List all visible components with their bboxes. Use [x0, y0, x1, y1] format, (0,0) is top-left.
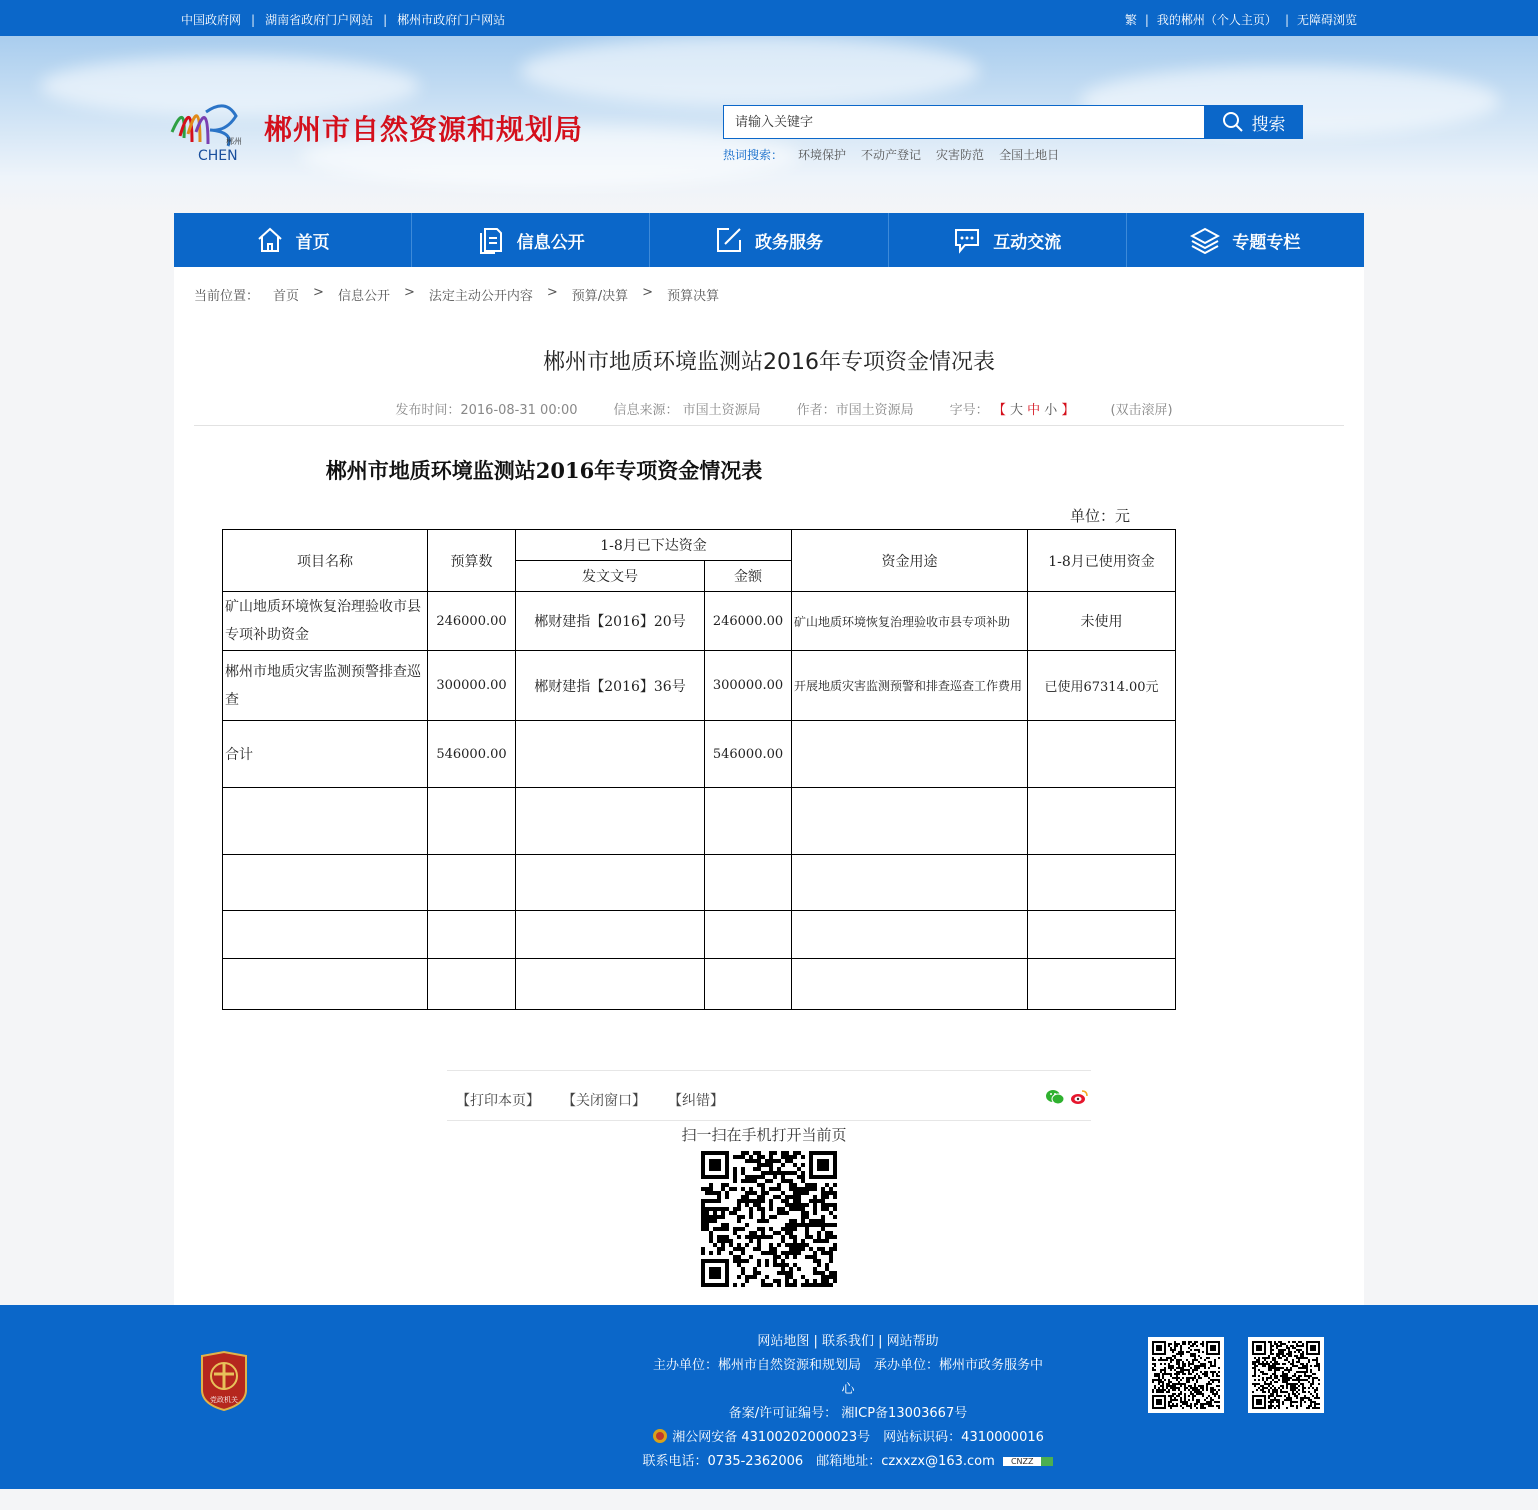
nav-home[interactable]	[174, 213, 412, 267]
table-row	[223, 592, 1176, 651]
breadcrumb-sep: >	[642, 285, 654, 300]
cell-doc-no	[516, 721, 705, 788]
cell-doc-no: 郴财建指【2016】20号	[516, 592, 705, 651]
separator: |	[383, 12, 388, 27]
breadcrumb	[194, 285, 719, 304]
hot-word[interactable]: 环境保护	[798, 148, 847, 162]
nav-services[interactable]	[650, 213, 888, 267]
cell-budget: 300000.00	[428, 651, 516, 721]
chat-icon	[953, 226, 981, 254]
svg-text:CHEN: CHEN	[198, 148, 238, 164]
cell-used: 已使用67314.00元	[1028, 651, 1176, 721]
svg-text:党政机关: 党政机关	[210, 1396, 238, 1404]
double-click-scroll[interactable]: (双击滚屏)	[1110, 403, 1173, 418]
table-row-empty	[223, 911, 1176, 959]
share-buttons	[1046, 1089, 1088, 1105]
cell-amount: 300000.00	[705, 651, 792, 721]
layers-icon	[1190, 226, 1220, 254]
font-size-large[interactable]: 大	[1009, 403, 1023, 418]
footer-qr-wechat	[1248, 1337, 1324, 1413]
search-button[interactable]	[1204, 105, 1303, 139]
breadcrumb-item[interactable]: 首页	[273, 289, 300, 304]
cell-doc-no: 郴财建指【2016】36号	[516, 651, 705, 721]
divider	[447, 1070, 1091, 1071]
main-content	[174, 267, 1364, 1305]
site-title: 郴州市自然资源和规划局	[264, 113, 584, 146]
site-logo-icon[interactable]	[166, 92, 248, 164]
table-row	[223, 651, 1176, 721]
svg-text:郴州: 郴州	[226, 137, 242, 146]
top-links-left	[181, 11, 505, 28]
divider	[194, 425, 1344, 426]
breadcrumb-sep: >	[313, 285, 324, 300]
fund-table	[222, 529, 1176, 1010]
publish-time: 发布时间：2016-08-31 00:00	[395, 403, 578, 418]
header-usage: 资金用途	[792, 530, 1028, 592]
font-size-label: 字号：	[949, 403, 989, 418]
close-window-button[interactable]: 【关闭窗口】	[562, 1093, 646, 1109]
breadcrumb-sep: >	[403, 285, 415, 300]
article-title: 郴州市地质环境监测站2016年专项资金情况表	[543, 350, 995, 375]
nav-label: 信息公开	[516, 232, 585, 253]
breadcrumb-item[interactable]: 预算决算	[667, 289, 720, 304]
nav-info-public[interactable]	[412, 213, 650, 267]
breadcrumb-label: 当前位置：	[194, 289, 260, 304]
font-size-medium[interactable]: 中	[1027, 403, 1041, 418]
footer-sponsor: 主办单位：郴州市自然资源和规划局 承办单位：郴州市政务服务中	[652, 1358, 1043, 1373]
cell-budget: 246000.00	[428, 592, 516, 651]
document-icon	[477, 226, 505, 254]
cell-usage: 矿山地质环境恢复治理验收市县专项补助	[792, 592, 1028, 651]
qr-code-icon	[1252, 1341, 1320, 1409]
cnzz-stat-icon[interactable]: CNZZ	[1003, 1457, 1054, 1466]
search-icon	[1222, 111, 1244, 133]
footer-police[interactable]	[636, 1426, 1060, 1445]
my-chenzhou-link[interactable]: 我的郴州（个人主页）	[1156, 13, 1277, 27]
breadcrumb-item[interactable]: 法定主动公开内容	[428, 289, 533, 304]
search-input[interactable]: 请输入关键字	[723, 105, 1205, 139]
search-button-label: 搜索	[1251, 114, 1286, 135]
accessibility-link[interactable]: 无障碍浏览	[1296, 13, 1357, 27]
font-size-small[interactable]: 小	[1044, 403, 1058, 418]
cell-usage: 开展地质灾害监测预警和排查巡查工作费用	[792, 651, 1028, 721]
link-gov-cn[interactable]: 中国政府网	[181, 13, 242, 27]
breadcrumb-sep: >	[546, 285, 558, 300]
header-doc-no: 发文文号	[516, 561, 705, 592]
info-source: 信息来源： 市国土资源局	[613, 403, 761, 418]
footer-contact	[636, 1450, 1060, 1469]
report-error-button[interactable]: 【纠错】	[668, 1093, 724, 1109]
footer-icp[interactable]: 备案/许可证编号： 湘ICP备13003667号	[728, 1406, 968, 1421]
print-button[interactable]: 【打印本页】	[456, 1093, 540, 1109]
divider	[447, 1120, 1091, 1121]
police-record: 湘公网安备 43100202000023号 网站标识码：4310000016	[672, 1430, 1044, 1445]
nav-label: 互动交流	[993, 232, 1062, 253]
separator: |	[251, 12, 256, 27]
header-issued: 1-8月已下达资金	[516, 530, 792, 561]
hot-word[interactable]: 全国土地日	[999, 148, 1060, 162]
cell-name: 合计	[223, 721, 428, 788]
cell-used: 未使用	[1028, 592, 1176, 651]
header-used: 1-8月已使用资金	[1028, 530, 1176, 592]
cell-used	[1028, 721, 1176, 788]
hot-word[interactable]: 灾害防范	[936, 148, 985, 162]
weibo-icon[interactable]	[1070, 1089, 1088, 1105]
font-size-control	[950, 399, 1075, 418]
unit-label: 单位：元	[1070, 507, 1131, 525]
link-chenzhou-gov[interactable]: 郴州市政府门户网站	[397, 13, 506, 27]
cell-usage	[792, 721, 1028, 788]
breadcrumb-item[interactable]: 信息公开	[337, 289, 390, 304]
bracket: 【	[992, 403, 1006, 418]
scan-hint: 扫一扫在手机打开当前页	[681, 1126, 847, 1144]
cell-name: 郴州市地质灾害监测预警排查巡查	[223, 651, 428, 721]
nav-topics[interactable]	[1127, 213, 1364, 267]
header-amount: 金额	[705, 561, 792, 592]
home-icon	[256, 226, 284, 254]
party-govt-emblem-icon[interactable]	[198, 1350, 250, 1412]
footer	[0, 1305, 1538, 1489]
separator: |	[1144, 12, 1149, 27]
footer-links[interactable]: 网站地图 | 联系我们 | 网站帮助	[757, 1334, 939, 1349]
wechat-icon[interactable]	[1046, 1089, 1064, 1105]
cell-amount: 246000.00	[705, 592, 792, 651]
link-hunan-gov[interactable]: 湖南省政府门户网站	[265, 13, 374, 27]
author: 作者：市国土资源局	[796, 403, 914, 418]
header-name: 项目名称	[223, 530, 428, 592]
main-nav	[174, 213, 1364, 267]
header	[0, 36, 1538, 213]
header-budget: 预算数	[428, 530, 516, 592]
top-bar	[0, 0, 1538, 36]
bracket: 】	[1061, 403, 1075, 418]
nav-label: 政务服务	[755, 232, 823, 253]
document-title: 郴州市地质环境监测站2016年专项资金情况表	[325, 458, 763, 483]
separator: |	[1284, 12, 1289, 27]
nav-label: 首页	[295, 232, 330, 253]
top-links-right	[1125, 11, 1357, 28]
table-row	[223, 721, 1176, 788]
cell-budget: 546000.00	[428, 721, 516, 788]
table-row-empty	[223, 855, 1176, 911]
traditional-chinese-link[interactable]: 繁	[1124, 13, 1137, 27]
breadcrumb-item[interactable]: 预算/决算	[571, 289, 629, 304]
hot-word[interactable]: 不动产登记	[861, 148, 922, 162]
cell-amount: 546000.00	[705, 721, 792, 788]
hot-search	[723, 146, 1059, 163]
nav-interaction[interactable]	[889, 213, 1127, 267]
cell-name: 矿山地质环境恢复治理验收市县专项补助资金	[223, 592, 428, 651]
nav-label: 专题专栏	[1232, 232, 1301, 253]
footer-qr-app	[1148, 1337, 1224, 1413]
table-row-empty	[223, 959, 1176, 1010]
contact-info: 联系电话：0735-2362006 邮箱地址：czxxzx@163.com	[642, 1454, 995, 1469]
police-badge-icon	[652, 1428, 668, 1444]
qr-code-icon	[1152, 1341, 1220, 1409]
article-actions	[456, 1090, 724, 1110]
table-row-empty	[223, 788, 1176, 855]
page-qr-code-icon	[701, 1151, 837, 1287]
article-meta	[174, 399, 1364, 418]
footer-sponsor-cont: 心	[841, 1382, 855, 1397]
hot-search-label: 热词搜索：	[723, 148, 784, 162]
edit-icon	[715, 226, 743, 254]
